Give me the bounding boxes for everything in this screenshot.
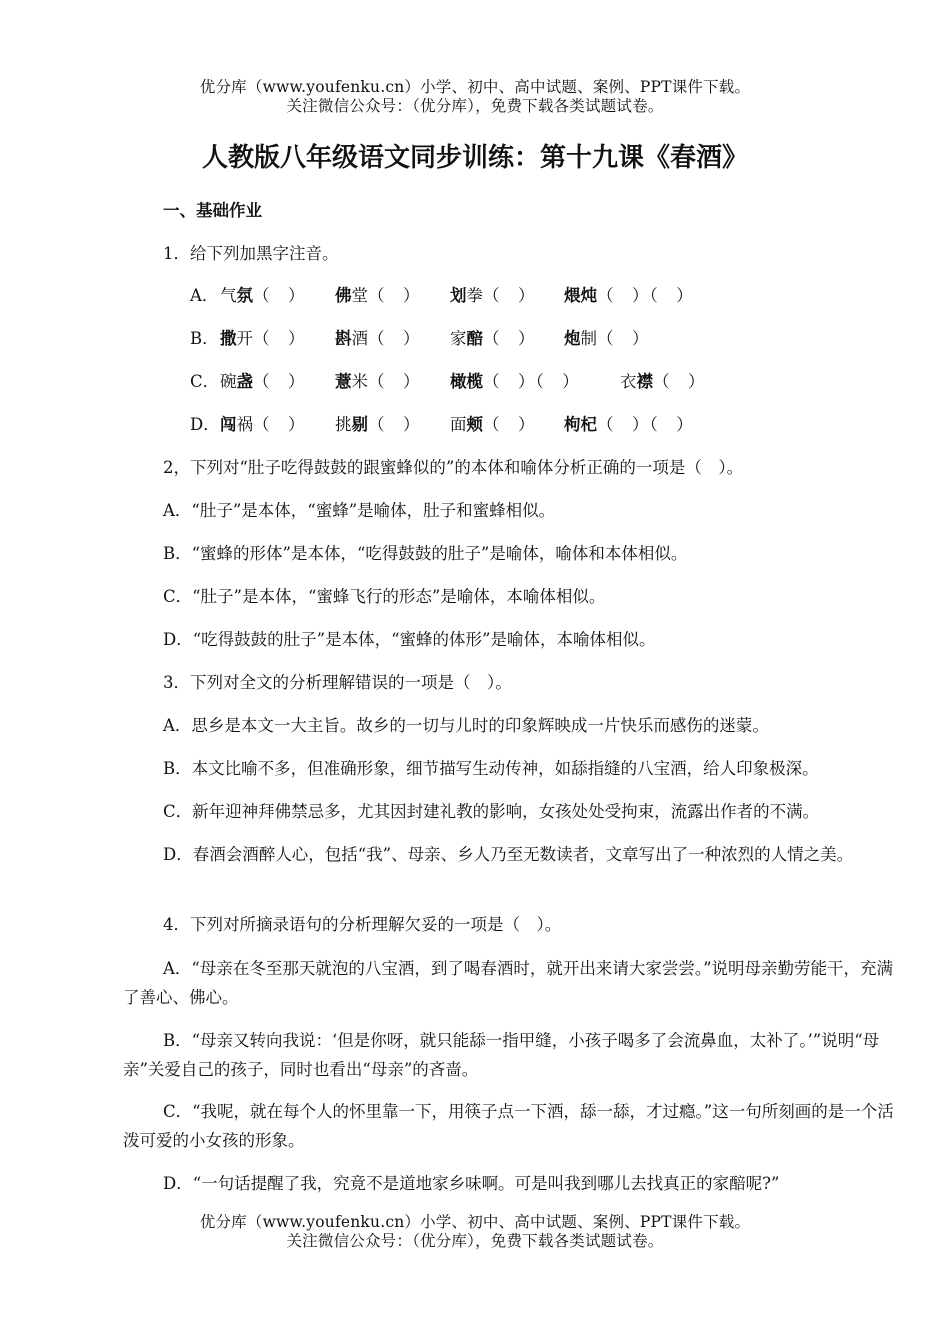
- q4-option-c: C．“我呢，就在每个人的怀里靠一下，用筷子点一下酒，舔一舔，才过瘾。”这一句所刻画的是一个活泼可爱的小女孩的形象。: [123, 1102, 894, 1150]
- q2-stem: 2，下列对“肚子吃得鼓鼓的跟蜜蜂似的”的本体和喻体分析正确的一项是（ ）。: [163, 458, 744, 477]
- q4-stem: 4．下列对所摘录语句的分析理解欠妥的一项是（ ）。: [163, 915, 562, 934]
- section-heading: 一、基础作业: [163, 201, 262, 220]
- q1-item: 薏米（ ）: [335, 372, 421, 391]
- q1-item: 撒开（ ）: [220, 329, 306, 348]
- q4-option-d: D．“一句话提醒了我，究竟不是道地家乡味啊。可是叫我到哪儿去找真正的家醅呢?”: [163, 1174, 780, 1193]
- q2-option-c: C．“肚子”是本体，“蜜蜂飞行的形态”是喻体，本喻体相似。: [163, 587, 606, 606]
- q1-row-label: D．: [190, 415, 220, 434]
- q1-item: 闯祸（ ）: [220, 415, 306, 434]
- q1-item: 碗盏（ ）: [220, 372, 306, 391]
- q1-item: 佛堂（ ）: [335, 286, 421, 305]
- page-title: 人教版八年级语文同步训练：第十九课《春酒》: [201, 143, 748, 173]
- q4-option-b: B．“母亲又转向我说：‘但是你呀，就只能舔一指甲缝，小孩子喝多了会流鼻血，太补了。’”说明“母亲”关爱自己的孩子，同时也看出“母亲”的吝啬。: [123, 1031, 880, 1079]
- q3-option-a: A．思乡是本文一大主旨。故乡的一切与儿时的印象辉映成一片快乐而感伤的迷蒙。: [163, 716, 769, 735]
- q1-row-label: A．: [190, 286, 219, 305]
- q1-item: 斟酒（ ）: [335, 329, 421, 348]
- q1-item: 橄榄（ ）（ ）: [450, 372, 580, 391]
- q3-option-d: D．春酒会酒醉人心，包括“我”、母亲、乡人乃至无数读者，文章写出了一种浓烈的人情之美。: [163, 845, 854, 864]
- q1-item: 枸杞（ ）（ ）: [564, 415, 694, 434]
- q1-row-label: C．: [190, 372, 220, 391]
- q3-option-c: C．新年迎神拜佛禁忌多，尤其因封建礼教的影响，女孩处处受拘束，流露出作者的不满。: [163, 802, 820, 821]
- q1-item: 家醅（ ）: [450, 329, 536, 348]
- q3-option-b: B．本文比喻不多，但准确形象，细节描写生动传神，如舔指缝的八宝酒，给人印象极深。: [163, 759, 819, 778]
- q1-item: 气氛（ ）: [220, 286, 306, 305]
- q4-option-a: A．“母亲在冬至那天就泡的八宝酒，到了喝春酒时，就开出来请大家尝尝。”说明母亲勤劳能干，充满了善心、佛心。: [123, 959, 894, 1007]
- q1-stem: 1．给下列加黑字注音。: [163, 244, 339, 263]
- header-line-1: 优分库（www.youfenku.cn）小学、初中、高中试题、案例、PPT课件下载。: [199, 78, 751, 96]
- q1-row-label: B．: [190, 329, 219, 348]
- q3-stem: 3．下列对全文的分析理解错误的一项是（ ）。: [163, 673, 512, 692]
- q2-option-d: D．“吃得鼓鼓的肚子”是本体，“蜜蜂的体形”是喻体，本喻体相似。: [163, 630, 656, 649]
- q1-item: 面颊（ ）: [450, 415, 536, 434]
- q1-item: 挑剔（ ）: [335, 415, 421, 434]
- footer-line-1: 优分库（www.youfenku.cn）小学、初中、高中试题、案例、PPT课件下载。: [199, 1213, 751, 1231]
- q1-item: 衣襟（ ）: [620, 372, 706, 391]
- q1-item: 划拳（ ）: [450, 286, 536, 305]
- header-line-2: 关注微信公众号：（优分库），免费下载各类试题试卷。: [286, 97, 664, 115]
- q1-item: 炮制（ ）: [564, 329, 650, 348]
- footer-line-2: 关注微信公众号：（优分库），免费下载各类试题试卷。: [286, 1232, 664, 1250]
- q1-item: 煨炖（ ）（ ）: [564, 286, 694, 305]
- q2-option-a: A．“肚子”是本体，“蜜蜂”是喻体，肚子和蜜蜂相似。: [163, 501, 556, 520]
- q2-option-b: B．“蜜蜂的形体”是本体，“吃得鼓鼓的肚子”是喻体，喻体和本体相似。: [163, 544, 688, 563]
